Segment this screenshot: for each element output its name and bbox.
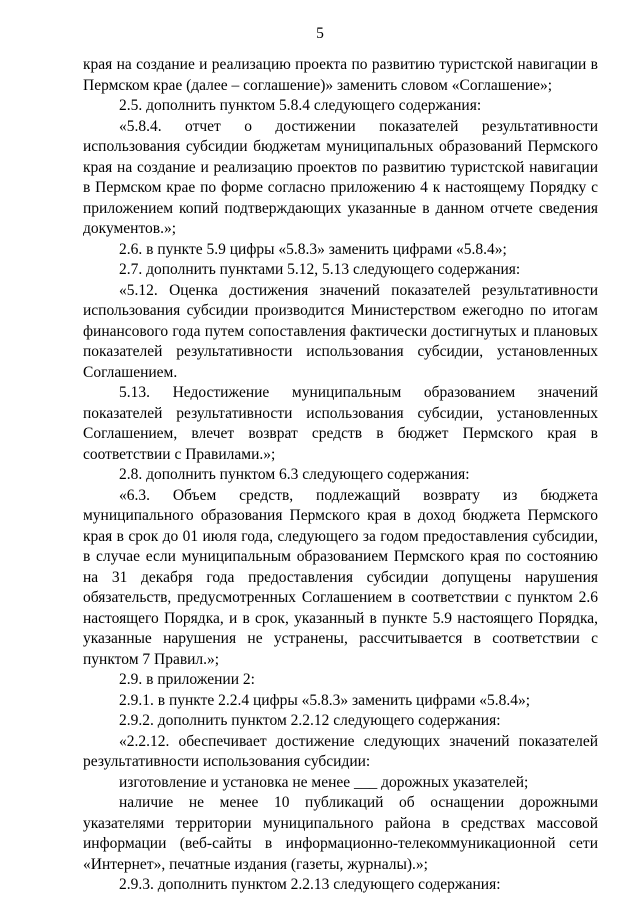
paragraph-item-2-5: 2.5. дополнить пунктом 5.8.4 следующего содержания:: [119, 97, 482, 114]
document-body: [83, 55, 598, 896]
paragraph-indicator-publications: наличие не менее 10 публикаций об оснащении дорожными указателями территории муниципального района в средствах массовой информации (веб-сайты в информационно-телекоммуникационной сети «Интернет», печатные издания (газеты, журналы).»;: [83, 794, 598, 873]
paragraph-item-2-9: 2.9. в приложении 2:: [119, 671, 255, 688]
paragraph-continuation: края на создание и реализацию проекта по развитию туристской навигации в Пермском крае (далее – соглашение)» заменить словом «Соглашение»;: [83, 56, 598, 94]
paragraph-item-5-12: «5.12. Оценка достижения значений показателей результативности использования субсидии производится Министерством ежегодно по итогам финансового года путем сопоставления фактически достигнутых и плановых показателей результативности использования субсидии, установленных Соглашением.: [83, 281, 598, 381]
paragraph-item-5-8-4: «5.8.4. отчет о достижении показателей результативности использования субсидии бюджетам муниципальных образований Пермского края на создание и реализацию проектов по развитию туристской навигации в Пермском крае по форме согласно приложению 4 к настоящему Порядку с приложением копий подтверждающих указанные в данном отчете сведения документов.»;: [83, 117, 598, 237]
paragraph-item-2-7: 2.7. дополнить пунктами 5.12, 5.13 следующего содержания:: [119, 261, 521, 278]
paragraph-item-2-6: 2.6. в пункте 5.9 цифры «5.8.3» заменить цифрами «5.8.4»;: [119, 240, 507, 258]
paragraph-item-2-9-3: 2.9.3. дополнить пунктом 2.2.13 следующего содержания:: [119, 876, 501, 893]
paragraph-indicator-signs: изготовление и установка не менее ___ дорожных указателей;: [119, 773, 529, 791]
page-number: 5: [316, 25, 324, 42]
paragraph-item-5-13: 5.13. Недостижение муниципальным образованием значений показателей результативности использования субсидии, установленных Соглашением, влечет возврат средств в бюджет Пермского края в соответствии с Правилами.»;: [83, 384, 598, 463]
paragraph-item-2-9-1: 2.9.1. в пункте 2.2.4 цифры «5.8.3» заменить цифрами «5.8.4»;: [119, 691, 531, 709]
paragraph-item-2-8: 2.8. дополнить пунктом 6.3 следующего содержания:: [119, 466, 470, 483]
paragraph-item-6-3: «6.3. Объем средств, подлежащий возврату из бюджета муниципального образования Пермского края в доход бюджета Пермского края в срок до 01 июля года, следующего за годом предоставления субсидии, в случае если муниципальным образованием Пермского края по состоянию на 31 декабря года предоставления субсидии допущены нарушения обязательств, предусмотренных Соглашением в соответствии с пунктом 2.6 настоящего Порядка, и в срок, указанный в пункте 5.9 настоящего Порядка, указанные нарушения не устранены, рассчитывается в соответствии с пунктом 7 Правил.»;: [83, 486, 598, 668]
paragraph-item-2-9-2: 2.9.2. дополнить пунктом 2.2.12 следующего содержания:: [119, 712, 501, 729]
paragraph-item-2-2-12: «2.2.12. обеспечивает достижение следующих значений показателей результативности использования субсидии:: [83, 732, 598, 770]
